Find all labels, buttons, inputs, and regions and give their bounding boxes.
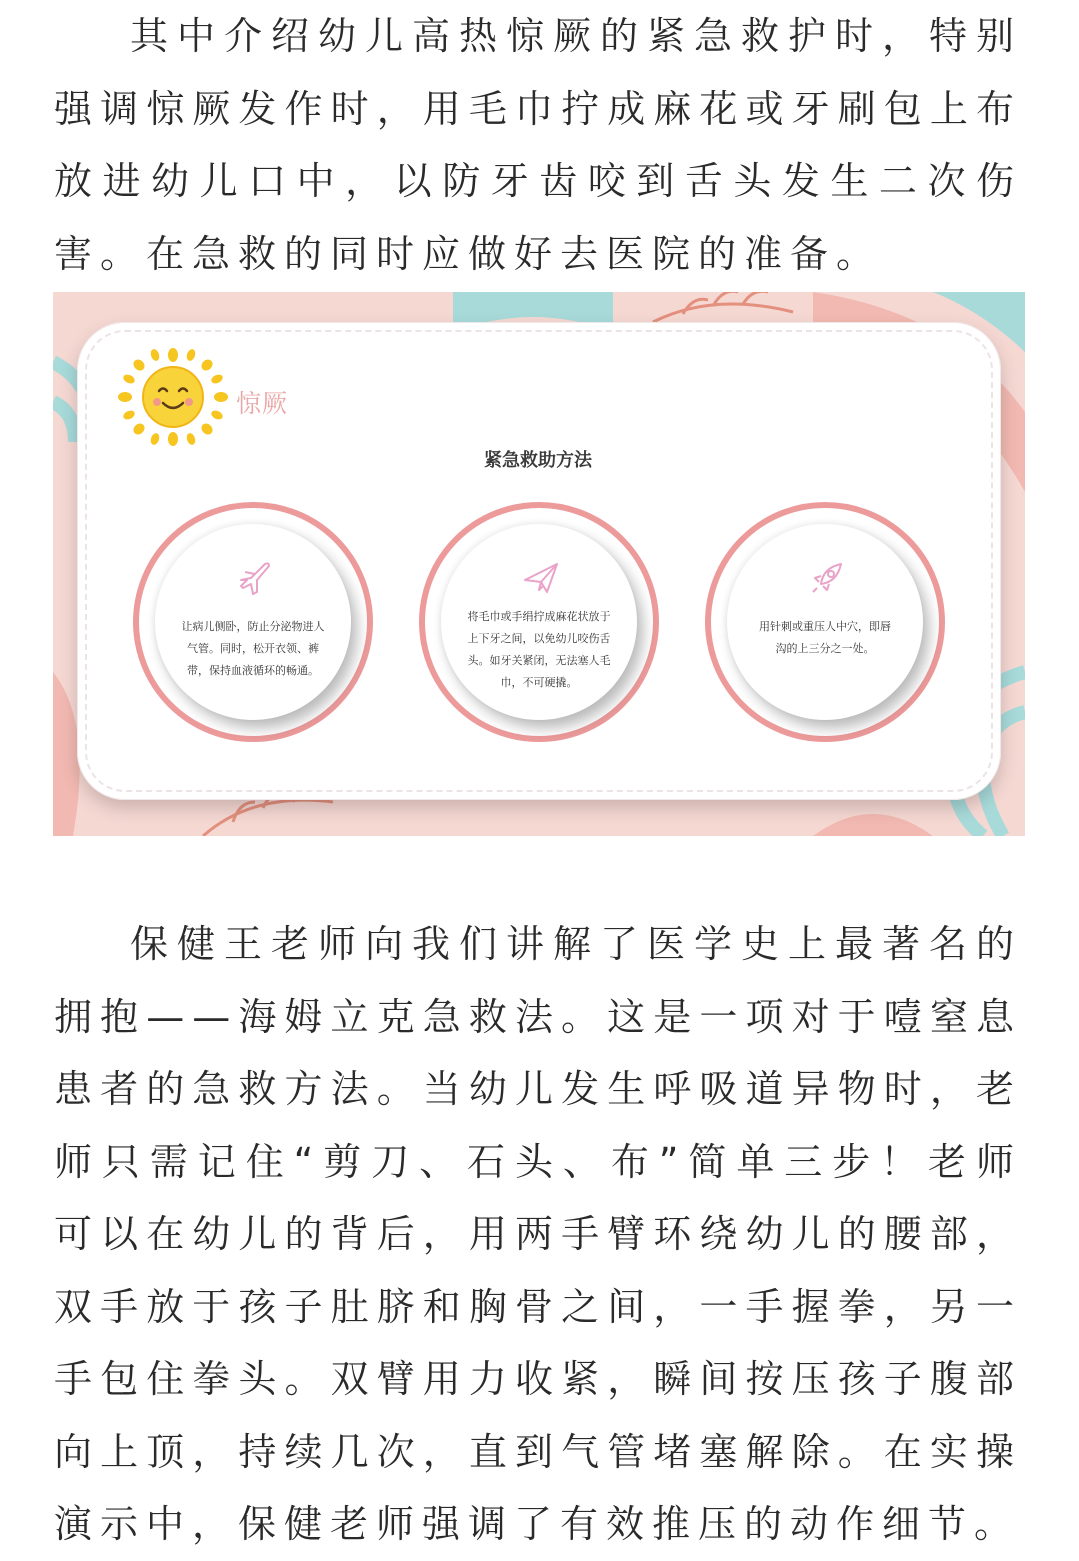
rocket-icon xyxy=(807,558,847,598)
method-circle-inner xyxy=(727,524,923,720)
method-circle-2 xyxy=(419,502,659,742)
method-circle-inner xyxy=(155,524,351,720)
paper-plane-icon xyxy=(521,558,561,598)
slide-image xyxy=(53,292,1025,836)
airplane-icon xyxy=(235,558,275,598)
sun-icon xyxy=(117,347,229,447)
method-text-3: 用针刺或重压人中穴，即唇沟的上三分之一处。 xyxy=(759,620,891,655)
article-paragraph-2: 保健王老师向我们讲解了医学史上最著名的拥抱——海姆立克急救法。这是一项对于噎窒息患者的急救方法。当幼儿发生呼吸道异物时，老师只需记住“剪刀、石头、布”简单三步！老师可以在幼儿的背后，用两手臂环绕幼儿的腰部，双手放于孩子肚脐和胸骨之间，一手握拳，另一手包住拳头。双臂用力收紧，瞬间按压孩子腹部向上顶，持续几次，直到气管堵塞解除。在实操演示中，保健老师强调了有效推压的动作细节。 xyxy=(54,922,1022,1546)
method-circle-3 xyxy=(705,502,945,742)
method-text-2: 将毛巾或手绢拧成麻花状放于上下牙之间，以免幼儿咬伤舌头。如牙关紧闭，无法塞人毛巾，不可硬撬。 xyxy=(467,610,611,689)
method-circle-1 xyxy=(133,502,373,742)
slide-subtitle: 紧急救助方法 xyxy=(484,450,592,471)
method-text-1: 让病儿侧卧，防止分泌物进人气管。同时，松开衣领、裤带，保持血液循环的畅通。 xyxy=(181,620,325,677)
method-circle-inner xyxy=(441,524,637,720)
slide-title: 惊厥 xyxy=(236,389,289,418)
article-paragraph-1: 其中介绍幼儿高热惊厥的紧急救护时，特别强调惊厥发作时，用毛巾拧成麻花或牙刷包上布放进幼儿口中，以防牙齿咬到舌头发生二次伤害。在急救的同时应做好去医院的准备。 xyxy=(54,14,1022,276)
